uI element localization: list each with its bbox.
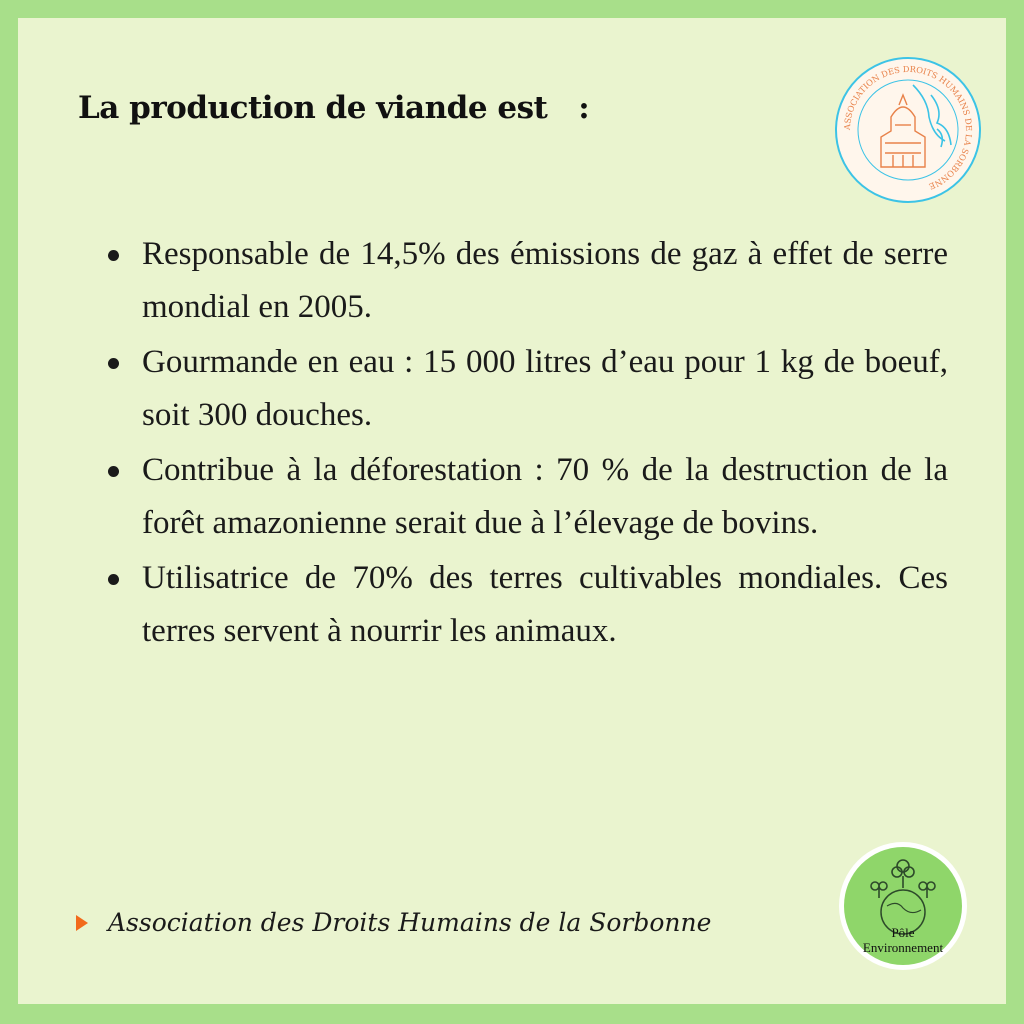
bullet-dot — [108, 250, 119, 261]
page-title: La production de viande est : — [78, 90, 590, 126]
bullet-text: Gourmande en eau : 15 000 litres d’eau pour 1 kg de boeuf, soit 300 douches. — [142, 344, 948, 433]
badge-line-2: Environnement — [862, 940, 944, 955]
seal-ring-text: ASSOCIATION DES DROITS HUMAINS DE LA SORBONNE — [841, 63, 975, 192]
bullet-list — [106, 228, 948, 660]
badge-label — [837, 925, 969, 955]
list-item — [106, 444, 948, 550]
bullet-text: Utilisatrice de 70% des terres cultivables mondiales. Ces terres servent à nourrir les animaux. — [142, 560, 948, 649]
badge-line-1: Pôle — [891, 925, 915, 940]
bullet-dot — [108, 466, 119, 477]
footer — [76, 908, 711, 937]
bullet-dot — [108, 358, 119, 369]
list-item — [106, 336, 948, 442]
bullet-dot — [108, 574, 119, 585]
bullet-text: Responsable de 14,5% des émissions de gaz à effet de serre mondial en 2005. — [142, 236, 948, 325]
play-arrow-icon — [76, 915, 88, 931]
association-seal-icon — [833, 55, 983, 205]
list-item — [106, 552, 948, 658]
list-item — [106, 228, 948, 334]
bullet-text: Contribue à la déforestation : 70 % de la destruction de la forêt amazonienne serait due à l’élevage de bovins. — [142, 452, 948, 541]
footer-text: Association des Droits Humains de la Sorbonne — [108, 908, 712, 937]
